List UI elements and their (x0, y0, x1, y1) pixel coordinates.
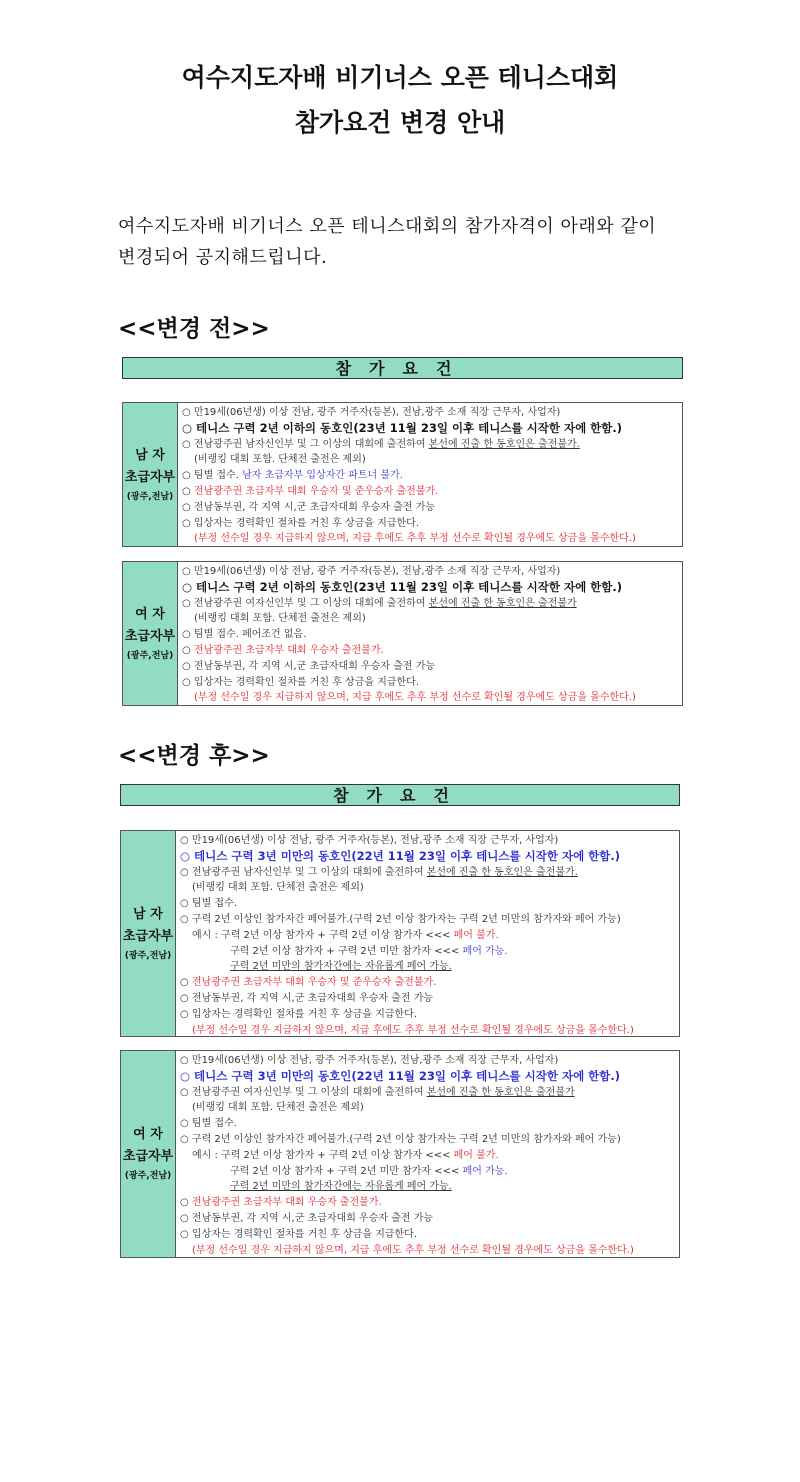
requirement-text: ○ 전남광주권 여자신인부 및 그 이상의 대회에 출전하여 (182, 597, 429, 609)
category-label-line: 여 자 (133, 1127, 163, 1142)
category-label (121, 1051, 176, 1257)
requirement-line (182, 405, 678, 421)
requirement-text: ○ 테니스 구력 3년 미만의 동호인(22년 11월 23일 이후 테니스를 시작한 자에 한함.) (180, 1068, 621, 1083)
requirements-list (178, 403, 682, 546)
requirement-text: ○ 만19세(06년생) 이상 전남, 광주 거주자(등본), 전남,광주 소재 직장 근무자, 사업자) (180, 835, 559, 846)
requirement-text: 본선에 진출 한 동호인은 출전불가 (428, 597, 577, 609)
requirement-text: 예시 : 구력 2년 이상 참가자 + 구력 2년 이상 참가자 <<< (192, 1149, 454, 1161)
table-women-after (120, 1050, 680, 1258)
requirement-line (180, 912, 675, 928)
table-men-after (120, 830, 680, 1037)
category-label-line: 남 자 (135, 447, 165, 463)
requirement-line (182, 516, 678, 532)
intro-line-1: 여수지도자배 비기너스 오픈 테니스대회의 참가자격이 아래와 같이 (118, 216, 657, 237)
requirement-text: ○ 전남동부권, 각 지역 시,군 초급자대회 우승자 출전 가능 (180, 1212, 434, 1224)
requirement-line (180, 1195, 675, 1211)
requirement-line (180, 1116, 675, 1132)
category-label-line: 초급자부 (124, 628, 176, 644)
requirement-text: 전남광주권 초급자부 대회 우승자 및 준우승자 출전불가. (191, 977, 437, 989)
requirement-line (180, 1132, 675, 1148)
requirement-text: ○ 입상자는 경력확인 절차를 거친 후 상금을 지급한다. (182, 517, 420, 529)
requirement-line (182, 580, 678, 596)
requirement-text: 본선에 진출 한 동호인은 출전불가. (428, 438, 580, 450)
requirement-text: ○ 전남광주권 남자신인부 및 그 이상의 대회에 출전하여 (182, 438, 429, 450)
requirement-text: (부정 선수일 경우 지급하지 않으며, 지급 후에도 추후 부정 선수로 확인될 경우에도 상금을 몰수한다.) (194, 692, 636, 704)
requirement-line (180, 1164, 675, 1180)
requirement-line (180, 991, 675, 1007)
requirement-text: ○ 테니스 구력 2년 이하의 동호인(23년 11월 23일 이후 테니스를 시작한 자에 한함.) (182, 420, 623, 435)
requirement-text: (비랭킹 대회 포함. 단체전 출전은 제외) (194, 454, 366, 466)
requirement-line (180, 1085, 675, 1101)
requirement-line (182, 659, 678, 675)
requirement-text: 본선에 진출 한 동호인은 출전불가. (426, 866, 578, 878)
requirement-text: ○ (182, 644, 194, 656)
requirement-line (180, 1148, 675, 1164)
requirements-list (178, 562, 682, 705)
table-women-before (122, 561, 683, 706)
requirement-text: (부정 선수일 경우 지급하지 않으며, 지급 후에도 추후 부정 선수로 확인될 경우에도 상금을 몰수한다.) (192, 1244, 634, 1256)
requirement-text: ○ 팀별 접수. 페어조건 없음. (182, 629, 307, 641)
requirement-text: 예시 : 구력 2년 이상 참가자 + 구력 2년 이상 참가자 <<< (192, 929, 454, 941)
requirement-line (180, 880, 675, 896)
requirement-text: ○ 입상자는 경력확인 절차를 거친 후 상금을 지급한다. (180, 1228, 418, 1240)
requirement-text: ○ 입상자는 경력확인 절차를 거친 후 상금을 지급한다. (182, 676, 420, 688)
requirement-text: (비랭킹 대회 포함. 단체전 출전은 제외) (194, 613, 366, 625)
requirements-header-after: 참가요건 (120, 784, 680, 806)
requirement-line (182, 500, 678, 516)
requirement-text: 페어 불가. (453, 1149, 499, 1161)
requirement-line (182, 468, 678, 484)
requirement-line (182, 690, 678, 706)
category-label (121, 831, 176, 1036)
requirement-line (182, 643, 678, 659)
requirement-text: 전남광주권 초급자부 대회 우승자 및 준우승자 출전불가. (193, 485, 439, 497)
requirement-line (180, 1211, 675, 1227)
requirement-line (182, 421, 678, 437)
title-line-1: 여수지도자배 비기너스 오픈 테니스대회 (181, 63, 619, 92)
requirement-line (180, 1227, 675, 1243)
requirement-text: 페어 불가. (453, 929, 499, 941)
category-label-line: (광주,전남) (124, 1171, 172, 1181)
requirement-text: ○ 만19세(06년생) 이상 전남, 광주 거주자(등본), 전남,광주 소재 직장 근무자, 사업자) (180, 1055, 559, 1066)
requirement-text: (비랭킹 대회 포함. 단체전 출전은 제외) (192, 1102, 364, 1114)
requirement-line (180, 896, 675, 912)
category-label-line: (광주,전남) (124, 950, 172, 961)
requirement-text: ○ 만19세(06년생) 이상 전남, 광주 거주자(등본), 전남,광주 소재 직장 근무자, 사업자) (182, 407, 561, 418)
requirement-line (180, 959, 675, 975)
requirement-text: ○ 테니스 구력 2년 이하의 동호인(23년 11월 23일 이후 테니스를 시작한 자에 한함.) (182, 579, 623, 594)
requirement-text: ○ 전남동부권, 각 지역 시,군 초급자대회 우승자 출전 가능 (182, 501, 436, 513)
requirement-line (182, 531, 678, 547)
requirement-line (180, 833, 675, 849)
requirements-list (176, 1051, 679, 1257)
requirement-line (180, 1007, 675, 1023)
requirement-line (182, 611, 678, 627)
requirement-line (180, 944, 675, 960)
requirement-text: 구력 2년 미만의 참가자간에는 자유롭게 페어 가능. (230, 961, 452, 973)
requirement-text: ○ 팀별 접수. (182, 470, 243, 482)
requirement-line (182, 484, 678, 500)
requirement-text: 구력 2년 이상 참가자 + 구력 2년 미만 참가자 <<< (230, 1165, 463, 1177)
requirement-text: 페어 가능. (462, 945, 508, 957)
requirement-line (180, 849, 675, 865)
requirement-line (182, 437, 678, 453)
requirement-text: (부정 선수일 경우 지급하지 않으며, 지급 후에도 추후 부정 선수로 확인될 경우에도 상금을 몰수한다.) (192, 1024, 634, 1036)
requirement-line (180, 975, 675, 991)
category-label-line: 초급자부 (122, 928, 174, 944)
title-line-2: 참가요건 변경 안내 (294, 108, 506, 137)
category-label-line: 초급자부 (122, 1149, 174, 1164)
requirement-text: ○ 입상자는 경력확인 절차를 거친 후 상금을 지급한다. (180, 1008, 418, 1020)
requirement-text: ○ (180, 1197, 192, 1209)
after-heading: <<변경 후>> (118, 743, 270, 769)
category-label-line: 남 자 (133, 906, 163, 922)
table-men-before (122, 402, 683, 547)
requirement-text: 구력 2년 미만의 참가자간에는 자유롭게 페어 가능. (230, 1181, 452, 1193)
requirement-text: ○ 전남광주권 남자신인부 및 그 이상의 대회에 출전하여 (180, 866, 427, 878)
requirement-line (182, 452, 678, 468)
requirement-text: ○ 전남동부권, 각 지역 시,군 초급자대회 우승자 출전 가능 (182, 660, 436, 672)
requirement-text: ○ 팀별 접수. (180, 898, 237, 910)
category-label-line: (광주,전남) (126, 491, 174, 502)
requirement-line (180, 1069, 675, 1085)
before-heading: <<변경 전>> (118, 316, 270, 342)
requirement-text: 전남광주권 초급자부 대회 우승자 출전불가. (193, 644, 384, 656)
requirement-line (180, 1100, 675, 1116)
requirement-line (180, 928, 675, 944)
requirement-text: 페어 가능. (462, 1165, 508, 1177)
requirement-text: (비랭킹 대회 포함. 단체전 출전은 제외) (192, 882, 364, 894)
intro-line-2: 변경되어 공지해드립니다. (118, 247, 328, 268)
requirement-text: 구력 2년 이상 참가자 + 구력 2년 미만 참가자 <<< (230, 945, 463, 957)
requirements-header-before: 참가요건 (122, 357, 683, 379)
requirement-line (182, 596, 678, 612)
requirement-text: ○ 구력 2년 이상인 참가자간 페어불가.(구력 2년 이상 참가자는 구력 2년 미만의 참가자와 페어 가능) (180, 1133, 621, 1145)
requirements-list (176, 831, 679, 1036)
requirement-text: ○ 전남동부권, 각 지역 시,군 초급자대회 우승자 출전 가능 (180, 992, 434, 1004)
requirement-text: ○ 테니스 구력 3년 미만의 동호인(22년 11월 23일 이후 테니스를 시작한 자에 한함.) (180, 848, 621, 863)
requirement-line (182, 675, 678, 691)
requirement-line (180, 1053, 675, 1069)
requirement-text: ○ 구력 2년 이상인 참가자간 페어불가.(구력 2년 이상 참가자는 구력 2년 미만의 참가자와 페어 가능) (180, 913, 621, 925)
category-label-line: 여 자 (135, 606, 165, 622)
category-label-line: (광주,전남) (126, 650, 174, 661)
requirement-text: 전남광주권 초급자부 대회 우승자 출전불가. (191, 1197, 382, 1209)
category-label-line: 초급자부 (124, 469, 176, 485)
category-label (123, 403, 178, 546)
requirement-text: 본선에 진출 한 동호인은 출전불가 (426, 1086, 575, 1098)
requirement-line (180, 1023, 675, 1039)
requirement-text: ○ 만19세(06년생) 이상 전남, 광주 거주자(등본), 전남,광주 소재 직장 근무자, 사업자) (182, 566, 561, 577)
requirement-text: ○ 팀별 접수. (180, 1118, 237, 1130)
requirement-line (180, 1243, 675, 1259)
requirement-text: (부정 선수일 경우 지급하지 않으며, 지급 후에도 추후 부정 선수로 확인될 경우에도 상금을 몰수한다.) (194, 533, 636, 545)
requirement-line (182, 627, 678, 643)
requirement-text: 남자 초급자부 입상자간 파트너 불가. (242, 470, 403, 482)
requirement-line (180, 865, 675, 881)
requirement-text: ○ (182, 485, 194, 497)
requirement-line (182, 564, 678, 580)
category-label (123, 562, 178, 705)
requirement-text: ○ (180, 977, 192, 989)
requirement-text: ○ 전남광주권 여자신인부 및 그 이상의 대회에 출전하여 (180, 1086, 427, 1098)
requirement-line (180, 1179, 675, 1195)
